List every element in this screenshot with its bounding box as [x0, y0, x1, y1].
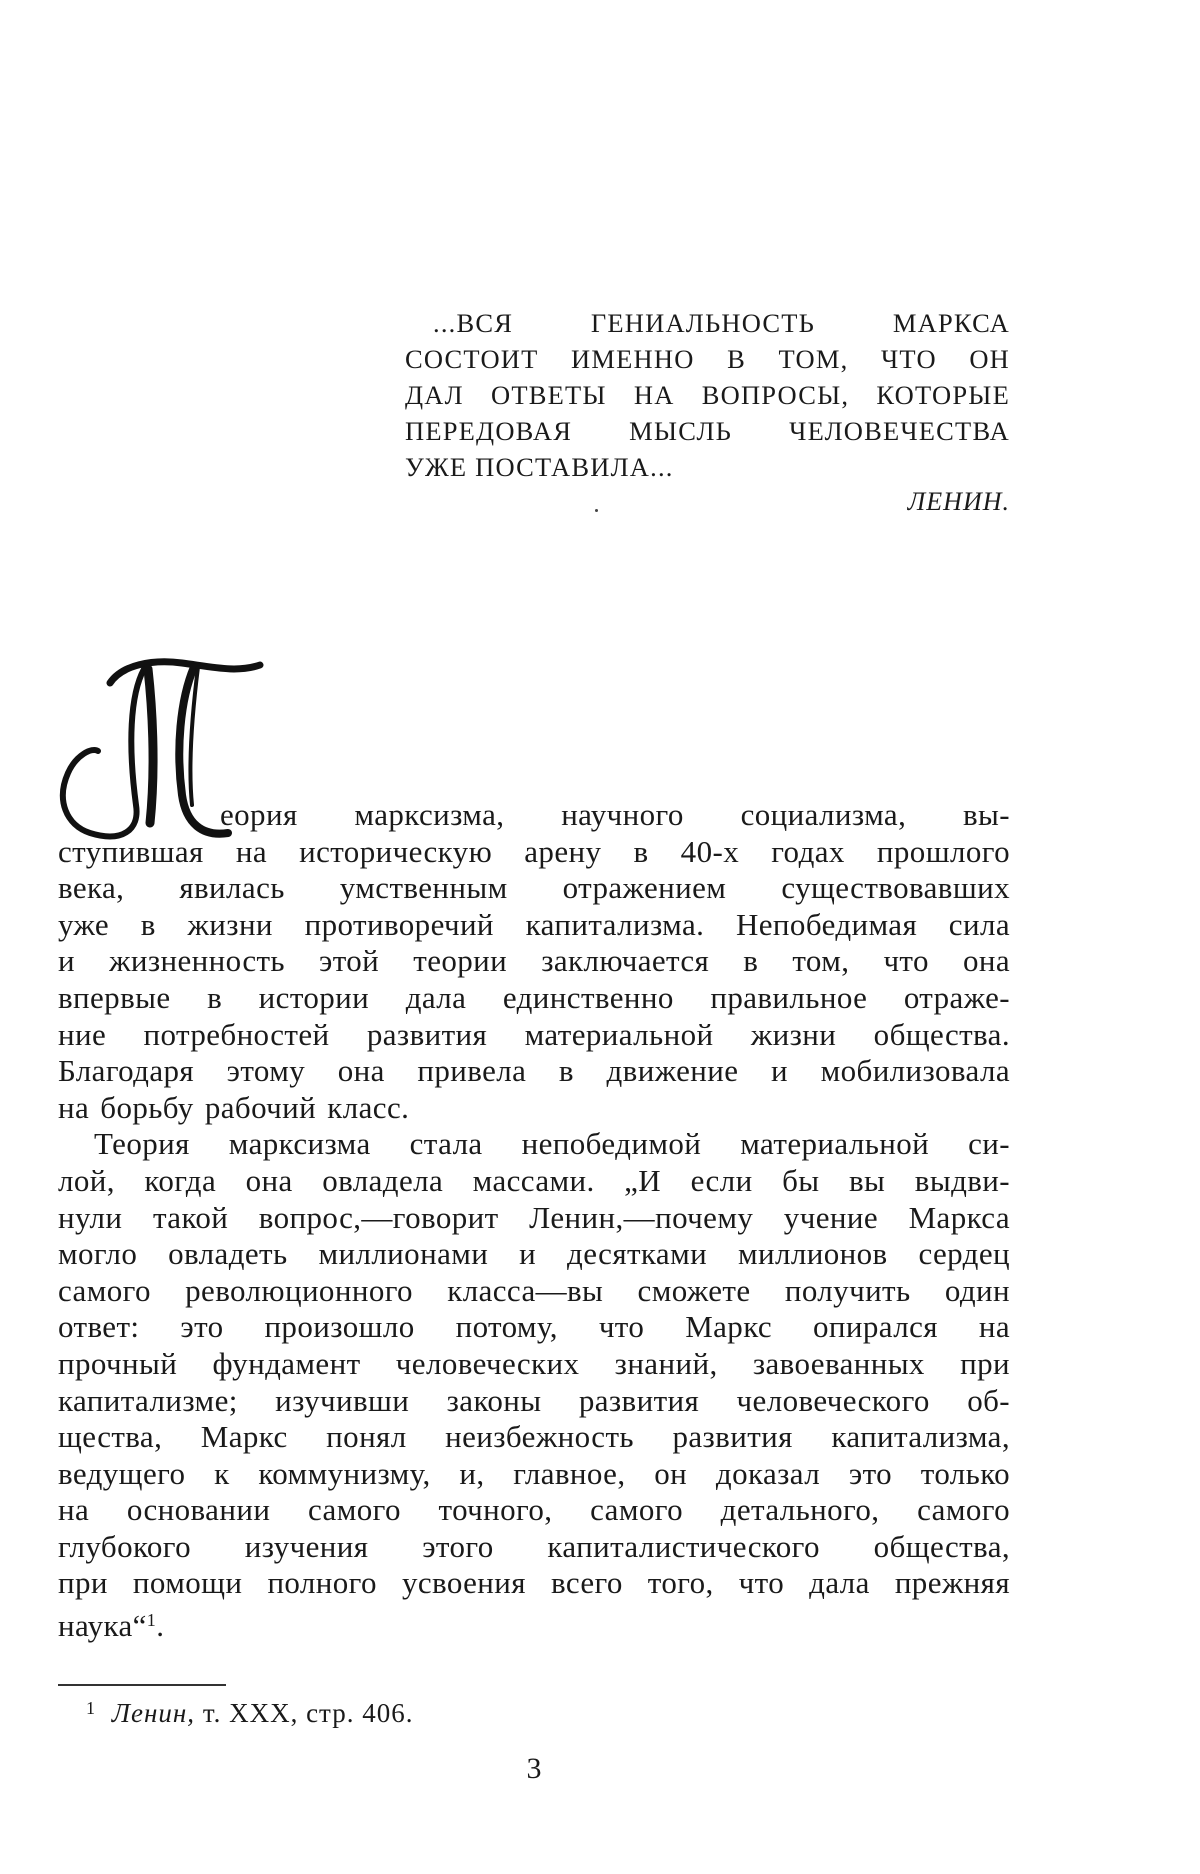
text-line: ведущего к коммунизму, и, главное, он доказал это только [58, 1455, 1010, 1491]
text-line: лой, когда она овладела массами. „И если бы вы выдви- [58, 1162, 1010, 1198]
text-line: Благодаря этому она привела в движение и мобилизовала [58, 1053, 1010, 1089]
text-line: ние потребностей развития материальной жизни общества. [58, 1016, 1010, 1052]
text-line: ответ: это произошло потому, что Маркс опирался на [58, 1309, 1010, 1345]
epigraph-line: ДАЛ ОТВЕТЫ НА ВОПРОСЫ, КОТОРЫЕ [405, 380, 1010, 410]
footnote-source: т. XXX, стр. 406. [202, 1698, 414, 1728]
text-line: капитализме; изучивши законы развития человеческого об- [58, 1382, 1010, 1418]
page-number: 3 [526, 1752, 542, 1785]
text-line: щества, Маркс понял неизбежность развития капитализма, [58, 1419, 1010, 1455]
epigraph [405, 305, 1010, 517]
epigraph-line: УЖЕ ПОСТАВИЛА... [405, 452, 674, 482]
text-line: Теория марксизма стала непобедимой материальной си- [94, 1126, 1010, 1162]
text-line: наука“$^1$. [58, 1608, 165, 1644]
footnote-author: Ленин, [111, 1698, 196, 1728]
text-line: еория марксизма, научного социализма, вы- [220, 797, 1010, 832]
text-line: на основании самого точного, самого детального, самого [58, 1492, 1010, 1528]
last-word: наука“ [58, 1608, 147, 1644]
epigraph-author: ЛЕНИН. [907, 487, 1010, 516]
text-line: глубокого изучения этого капиталистического общества, [58, 1528, 1010, 1564]
epigraph-line: ПЕРЕДОВАЯ МЫСЛЬ ЧЕЛОВЕЧЕСТВА [405, 416, 1010, 446]
footnote-ref[interactable]: 1 [146, 1610, 157, 1631]
footnote-divider [58, 1684, 226, 1686]
text-line: уже в жизни противоречий капитализма. Непобедимая сила [58, 906, 1010, 942]
epigraph-quote [405, 305, 1010, 485]
text-line: века, явилась умственным отражением существовавших [58, 870, 1010, 906]
text-line: ступившая на историческую арену в 40-х годах прошлого [58, 833, 1010, 869]
text-line: и жизненность этой теории заключается в том, что она [58, 943, 1010, 979]
main-text [58, 797, 1010, 1645]
paragraph [58, 797, 1010, 1126]
text-line: самого революционного класса—вы сможете получить один [58, 1272, 1010, 1308]
text-line: нули такой вопрос,—говорит Ленин,—почему учение Маркса [58, 1199, 1010, 1235]
paragraph [58, 1126, 1010, 1644]
text-line: прочный фундамент человеческих знаний, завоеванных при [58, 1345, 1010, 1381]
footnote-mark: 1 [86, 1698, 96, 1718]
text-line: впервые в истории дала единственно правильное отраже- [58, 979, 1010, 1015]
footnote [86, 1698, 413, 1729]
text-line: на борьбу рабочий класс. [58, 1089, 410, 1125]
print-speck [595, 509, 598, 512]
text-line: при помощи полного усвоения всего того, что дала прежняя [58, 1565, 1010, 1601]
epigraph-line: ...ВСЯ ГЕНИАЛЬНОСТЬ МАРКСА [433, 308, 1010, 338]
text-line: могло овладеть миллионами и десятками миллионов сердец [58, 1236, 1010, 1272]
epigraph-line: СОСТОИТ ИМЕННО В ТОМ, ЧТО ОН [405, 344, 1010, 374]
